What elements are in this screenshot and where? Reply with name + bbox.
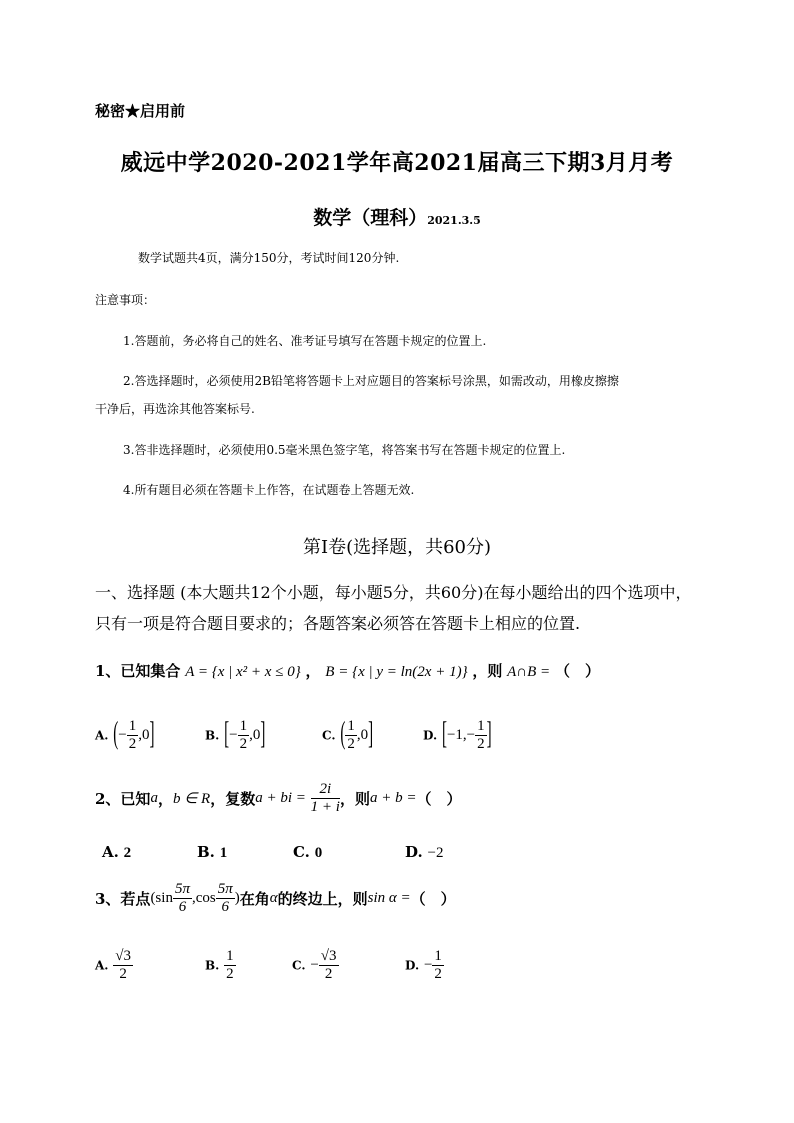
q3-fraction-1-num: 5π	[174, 881, 190, 897]
q1-option-d-sign: −	[466, 727, 476, 743]
q1-option-d-num: 1	[477, 718, 485, 734]
q2-mid: ，复数	[210, 790, 256, 808]
q3-alpha: α	[269, 890, 278, 906]
q1-sep: ，	[305, 662, 321, 680]
section-instructions-1: 一、选择题 (本大题共12个小题，每小题5分，共60分)在每小题给出的四个选项中，	[95, 583, 692, 602]
q3-fraction-2	[216, 881, 235, 916]
q1-option-b-den: 2	[239, 736, 248, 752]
q1-option-c-label: C.	[322, 728, 336, 743]
section-instructions-2: 只有一项是符合题目要求的；各题答案必须答在答题卡上相应的位置.	[95, 614, 581, 633]
q1-option-c-num: 1	[347, 718, 355, 734]
q1-option-c-right-bracket: ]	[368, 717, 374, 752]
q3-number: 3、若点	[95, 890, 151, 908]
q3-mid: 在角	[239, 890, 270, 908]
q3-close: )	[234, 890, 240, 906]
q1-option-d-right-bracket: ]	[486, 717, 492, 752]
q1-option-b-num: 1	[239, 718, 248, 734]
q1-option-b-right-bracket: ]	[260, 717, 266, 752]
q1-option-d-fraction	[475, 718, 487, 753]
exam-date: 2021.3.5	[427, 214, 481, 227]
q3-option-d-num: 1	[434, 948, 442, 964]
q3-option-c-num: √3	[320, 948, 337, 964]
q2-fraction-num: 2i	[311, 781, 340, 799]
q3-option-c-label: C.	[292, 958, 306, 973]
q3-option-b-label: B.	[205, 958, 220, 973]
q3-cos: ,cos	[191, 890, 216, 906]
q2-expr: a + b =	[369, 790, 417, 806]
q1-option-a	[95, 718, 155, 753]
q3-option-c-fraction	[319, 948, 339, 983]
q1-option-b-sign: −	[229, 727, 238, 743]
subject-line	[0, 203, 794, 230]
q2-option-d-value: −2	[427, 845, 444, 861]
q2-ask: ，则	[339, 790, 370, 808]
q3-option-b-num: 1	[226, 948, 234, 964]
q2-option-c-label: C.	[293, 843, 310, 861]
q2-number: 2、已知	[95, 790, 151, 808]
question-3	[95, 881, 456, 916]
q1-set-b: B = {x | y = ln(2x + 1)}	[325, 664, 468, 680]
q1-option-b-tail: ,0	[249, 727, 261, 743]
notice-item-4: 4.所有题目必须在答题卡上作答，在试题卷上答题无效.	[123, 483, 415, 497]
notice-item-2: 2.答选择题时，必须使用2B铅笔将答题卡上对应题目的答案标号涂黑，如需改动，用橡皮擦擦	[123, 374, 619, 388]
q3-expr: sin α =	[367, 890, 411, 906]
q3-option-a-den: 2	[119, 966, 127, 982]
q3-option-a	[95, 948, 133, 983]
q3-option-d-label: D.	[405, 958, 420, 973]
q1-option-d	[423, 718, 492, 753]
q3-open: (sin	[150, 890, 173, 906]
q2-fraction-den: 1 + i	[310, 799, 340, 815]
q1-option-c-tail: ,0	[356, 727, 369, 743]
q1-option-c-den: 2	[347, 736, 355, 752]
q3-fraction-1	[173, 881, 192, 916]
q3-tail: 的终边上，则	[277, 890, 368, 908]
q1-option-a-right-bracket: ]	[149, 717, 155, 752]
q1-option-c-fraction	[345, 718, 357, 753]
q2-option-c-value: 0	[314, 845, 323, 861]
q1-option-d-left-bracket: [	[441, 717, 447, 752]
q1-option-c-left-bracket: (	[340, 717, 346, 752]
q3-option-d-den: 2	[434, 966, 442, 982]
q2-var-b: b ∈ R	[172, 791, 211, 807]
q2-option-a-value: 2	[123, 845, 132, 861]
q2-comma: ，	[157, 790, 173, 808]
q2-option-b-value: 1	[219, 845, 228, 861]
notice-item-2-cont: 干净后，再选涂其他答案标号.	[95, 402, 255, 416]
q3-fraction-2-den: 6	[221, 899, 229, 915]
q1-option-a-fraction	[127, 718, 139, 753]
q1-option-d-label: D.	[423, 728, 438, 743]
q1-ask: ，则	[472, 662, 503, 680]
exam-intro: 数学试题共4页，满分150分，考试时间120分钟.	[138, 251, 400, 265]
q1-option-b-label: B.	[205, 728, 220, 743]
q2-option-b	[197, 843, 227, 862]
q3-option-b-fraction	[224, 948, 236, 983]
q2-paren: （ ）	[416, 790, 462, 808]
q1-option-a-left-bracket: (	[113, 717, 119, 752]
q2-option-a-label: A.	[102, 843, 119, 861]
q2-option-b-label: B.	[197, 843, 215, 861]
q3-paren: （ ）	[410, 890, 456, 908]
q3-option-c-den: 2	[324, 966, 333, 982]
q1-set-a: A = {x | x² + x ≤ 0}	[185, 664, 301, 680]
q1-paren: （ ）	[554, 662, 600, 680]
q1-option-a-tail: ,0	[138, 727, 150, 743]
q3-option-d	[405, 948, 444, 983]
part1-title: 第Ⅰ卷(选择题，共60分)	[302, 537, 492, 558]
q2-var-a: a	[150, 790, 158, 806]
q3-option-a-label: A.	[95, 958, 109, 973]
q1-expr: A∩B =	[507, 664, 551, 680]
exam-title: 威远中学2020-2021学年高2021届高三下期3月月考	[120, 150, 674, 176]
q2-lhs: a + bi =	[255, 790, 306, 806]
q3-option-c	[292, 948, 339, 983]
q2-option-a	[102, 843, 131, 862]
notice-item-3: 3.答非选择题时，必须使用0.5毫米黑色签字笔，将答案书写在答题卡规定的位置上.	[123, 443, 566, 457]
q1-option-d-head: −1,	[446, 727, 467, 743]
q3-option-d-fraction	[432, 948, 444, 983]
question-2	[95, 781, 461, 816]
q1-option-a-num: 1	[128, 718, 137, 734]
notice-item-1: 1.答题前，务必将自己的姓名、准考证号填写在答题卡规定的位置上.	[123, 334, 487, 348]
q1-option-b-fraction	[238, 718, 250, 753]
q1-option-b	[205, 718, 265, 753]
q1-option-a-sign: −	[118, 727, 127, 743]
q2-option-d	[405, 843, 443, 862]
q3-fraction-1-den: 6	[178, 899, 187, 915]
q1-option-d-den: 2	[477, 736, 485, 752]
q1-option-b-left-bracket: [	[224, 717, 230, 752]
q1-option-a-label: A.	[95, 728, 109, 743]
q3-option-b	[205, 948, 236, 983]
q3-option-d-sign: −	[423, 957, 433, 973]
question-1	[95, 660, 600, 681]
notice-heading: 注意事项：	[95, 293, 156, 307]
q2-fraction	[311, 781, 340, 816]
subject-title: 数学（理科）	[313, 207, 428, 229]
q3-option-a-fraction	[113, 948, 133, 983]
q1-option-a-den: 2	[128, 736, 137, 752]
q3-option-c-sign: −	[310, 957, 319, 973]
secret-label: 秘密★启用前	[95, 102, 186, 120]
q3-option-b-den: 2	[226, 966, 234, 982]
q1-number: 1、已知集合	[95, 662, 181, 680]
q3-fraction-2-num: 5π	[217, 881, 233, 897]
q1-option-c	[322, 718, 373, 753]
q3-option-a-num: √3	[115, 948, 132, 964]
q2-option-c	[293, 843, 322, 862]
q2-option-d-label: D.	[405, 843, 423, 861]
